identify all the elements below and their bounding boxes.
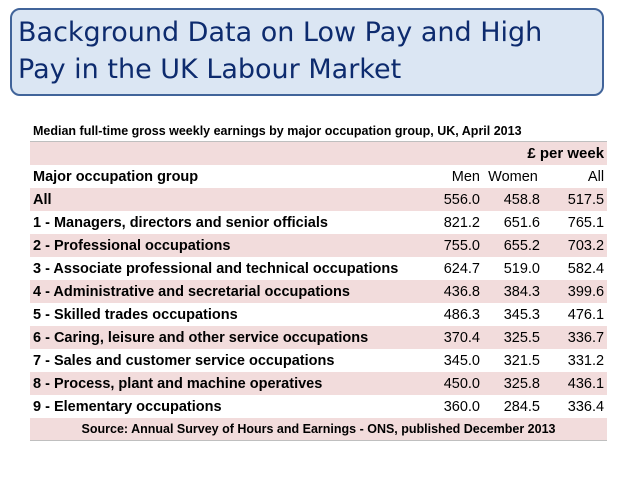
- row-group: 3 - Associate professional and technical occupations: [33, 260, 399, 277]
- row-group: 5 - Skilled trades occupations: [33, 306, 238, 323]
- row-all: 399.6: [543, 280, 607, 303]
- row-all: 703.2: [543, 234, 607, 257]
- row-all: 336.7: [543, 326, 607, 349]
- row-group: All: [30, 188, 422, 211]
- row-women: 655.2: [483, 234, 543, 257]
- row-men: 345.0: [443, 352, 480, 369]
- row-all: 476.1: [567, 306, 605, 323]
- row-women: 325.5: [483, 326, 543, 349]
- row-women: 384.3: [483, 280, 543, 303]
- table-row: [30, 234, 607, 257]
- row-women: 458.8: [483, 188, 543, 211]
- header-all: All: [587, 168, 605, 185]
- row-men: 556.0: [422, 188, 483, 211]
- row-group: 6 - Caring, leisure and other service occupations: [30, 326, 422, 349]
- table-row: [30, 372, 607, 395]
- table-row: [30, 326, 607, 349]
- row-all: 336.4: [567, 398, 605, 415]
- earnings-table: [30, 120, 607, 441]
- table-row: [30, 280, 607, 303]
- table-caption: Median full-time gross weekly earnings by major occupation group, UK, April 2013: [30, 120, 607, 142]
- unit-row: [30, 142, 607, 166]
- row-men: 821.2: [443, 214, 480, 231]
- header-men: Men: [451, 168, 480, 185]
- row-all: 582.4: [567, 260, 605, 277]
- row-group: 7 - Sales and customer service occupations: [33, 352, 335, 369]
- row-group: 2 - Professional occupations: [30, 234, 422, 257]
- row-men: 450.0: [422, 372, 483, 395]
- row-group: 1 - Managers, directors and senior officials: [33, 214, 328, 231]
- row-group: 9 - Elementary occupations: [33, 398, 222, 415]
- column-header-row: [30, 165, 607, 188]
- table-row: [30, 211, 607, 234]
- row-all: 517.5: [543, 188, 607, 211]
- row-group: 8 - Process, plant and machine operatives: [30, 372, 422, 395]
- table-caption-row: [30, 120, 607, 142]
- row-men: 755.0: [422, 234, 483, 257]
- unit-label: £ per week: [30, 142, 607, 166]
- table-row: [30, 395, 607, 418]
- header-women: Women: [488, 168, 538, 185]
- slide-title: Background Data on Low Pay and High Pay in the UK Labour Market: [18, 17, 543, 85]
- header-group: Major occupation group: [33, 168, 199, 185]
- row-group: 4 - Administrative and secretarial occupations: [30, 280, 422, 303]
- table-row: [30, 349, 607, 372]
- row-men: 370.4: [422, 326, 483, 349]
- earnings-table-container: [30, 120, 607, 441]
- row-women: 284.5: [503, 398, 540, 415]
- row-men: 436.8: [422, 280, 483, 303]
- source-row: [30, 418, 607, 441]
- row-men: 624.7: [443, 260, 480, 277]
- row-women: 519.0: [503, 260, 540, 277]
- source-note: Source: Annual Survey of Hours and Earnings - ONS, published December 2013: [30, 418, 607, 441]
- row-all: 331.2: [567, 352, 605, 369]
- table-row: [30, 257, 607, 280]
- row-men: 486.3: [443, 306, 480, 323]
- row-women: 325.8: [483, 372, 543, 395]
- table-row: [30, 303, 607, 326]
- title-box: [10, 8, 604, 96]
- table-row: [30, 188, 607, 211]
- row-women: 321.5: [503, 352, 540, 369]
- row-men: 360.0: [443, 398, 480, 415]
- row-women: 651.6: [503, 214, 540, 231]
- row-all: 436.1: [543, 372, 607, 395]
- row-women: 345.3: [503, 306, 540, 323]
- row-all: 765.1: [567, 214, 605, 231]
